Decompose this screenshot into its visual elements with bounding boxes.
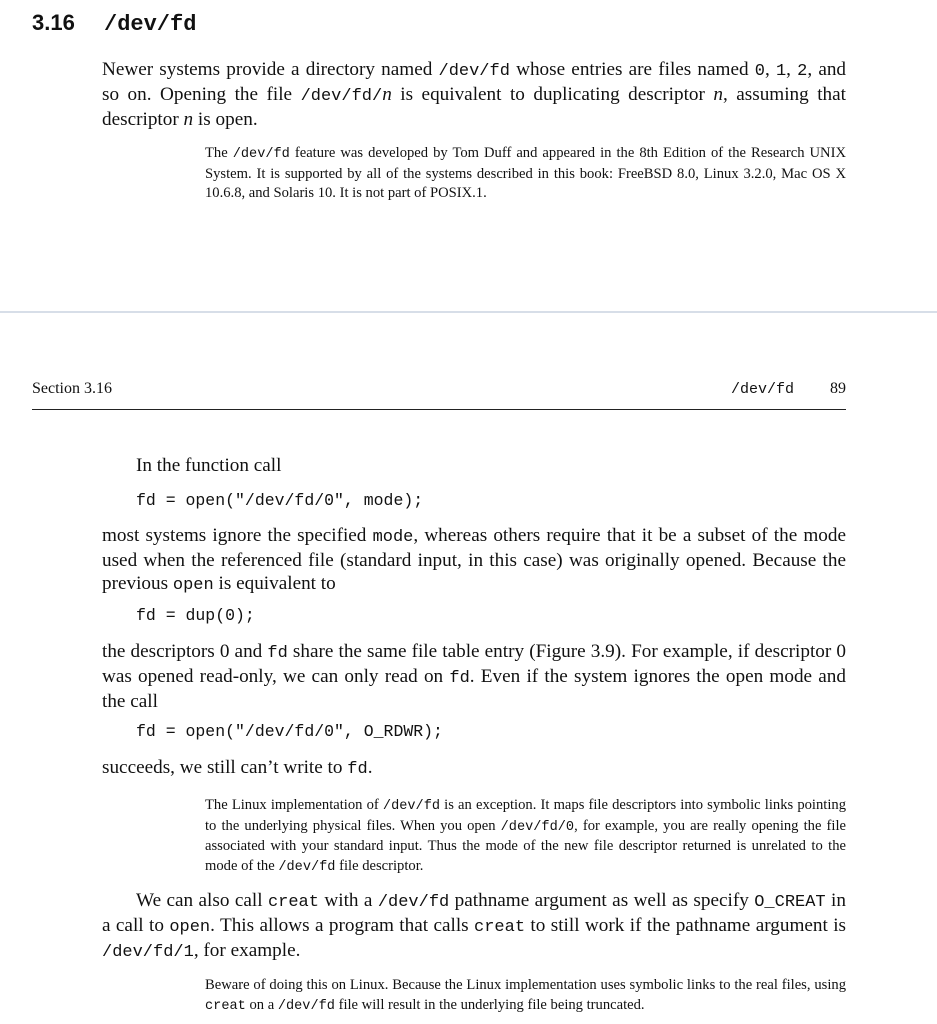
- linux-note: The Linux implementation of /dev/fd is an exception. It maps file descriptors into symbolic links pointing to the underlying physical files. When you open /dev/fd/0, for example, you are really opening the file associated with your standard input. Thus the mode of the new file descriptor returned is unrelated to the mode of the /dev/fd file descriptor.: [205, 797, 846, 875]
- header-title: /dev/fd: [730, 381, 794, 398]
- code-example-rdwr: fd = open("/dev/fd/0", O_RDWR);: [136, 722, 443, 741]
- code-example-dup: fd = dup(0);: [136, 606, 255, 625]
- descriptor-paragraph: the descriptors 0 and fd share the same file table entry (Figure 3.9). For example, if descriptor 0 was opened read-only, we can only read on fd. Even if the system ignores the open mode and the call: [102, 641, 846, 712]
- code-example-open: fd = open("/dev/fd/0", mode);: [136, 491, 424, 510]
- intro-paragraph: Newer systems provide a directory named /dev/fd whose entries are files named 0, 1, 2, and so on. Opening the file /dev/fd/n is equivalent to duplicating descriptor n, assuming that descriptor n is open.: [102, 59, 847, 130]
- truncation-warning-note: Beware of doing this on Linux. Because the Linux implementation uses symbolic links to the real files, using creat on a /dev/fd file will result in the underlying file being truncated.: [205, 977, 846, 1014]
- page-number: 89: [830, 380, 846, 397]
- section-heading: [32, 10, 196, 37]
- page-separator: [0, 311, 937, 313]
- running-header: [32, 380, 846, 404]
- creat-paragraph: We can also call creat with a /dev/fd pathname argument as well as specify O_CREAT in a call to open. This allows a program that calls creat to still work if the pathname argument is /dev/fd/1, for example.: [102, 890, 846, 962]
- history-note: The /dev/fd feature was developed by Tom Duff and appeared in the 8th Edition of the Research UNIX System. It is supported by all of the systems described in this book: FreeBSD 8.0, Linux 3.2.0, Mac OS X 10.6.8, and Solaris 10. It is not part of POSIX.1.: [205, 145, 846, 201]
- header-section-label: Section 3.16: [32, 380, 112, 397]
- section-number: 3.16: [32, 10, 75, 35]
- header-rule: [32, 409, 846, 410]
- section-title: /dev/fd: [104, 12, 197, 37]
- in-call-text: In the function call: [136, 455, 282, 476]
- mode-paragraph: most systems ignore the specified mode, whereas others require that it be a subset of the mode used when the referenced file (standard input, in this case) was originally opened. Because the previous open is equivalent to: [102, 525, 846, 595]
- succeeds-paragraph: succeeds, we still can’t write to fd.: [102, 757, 373, 779]
